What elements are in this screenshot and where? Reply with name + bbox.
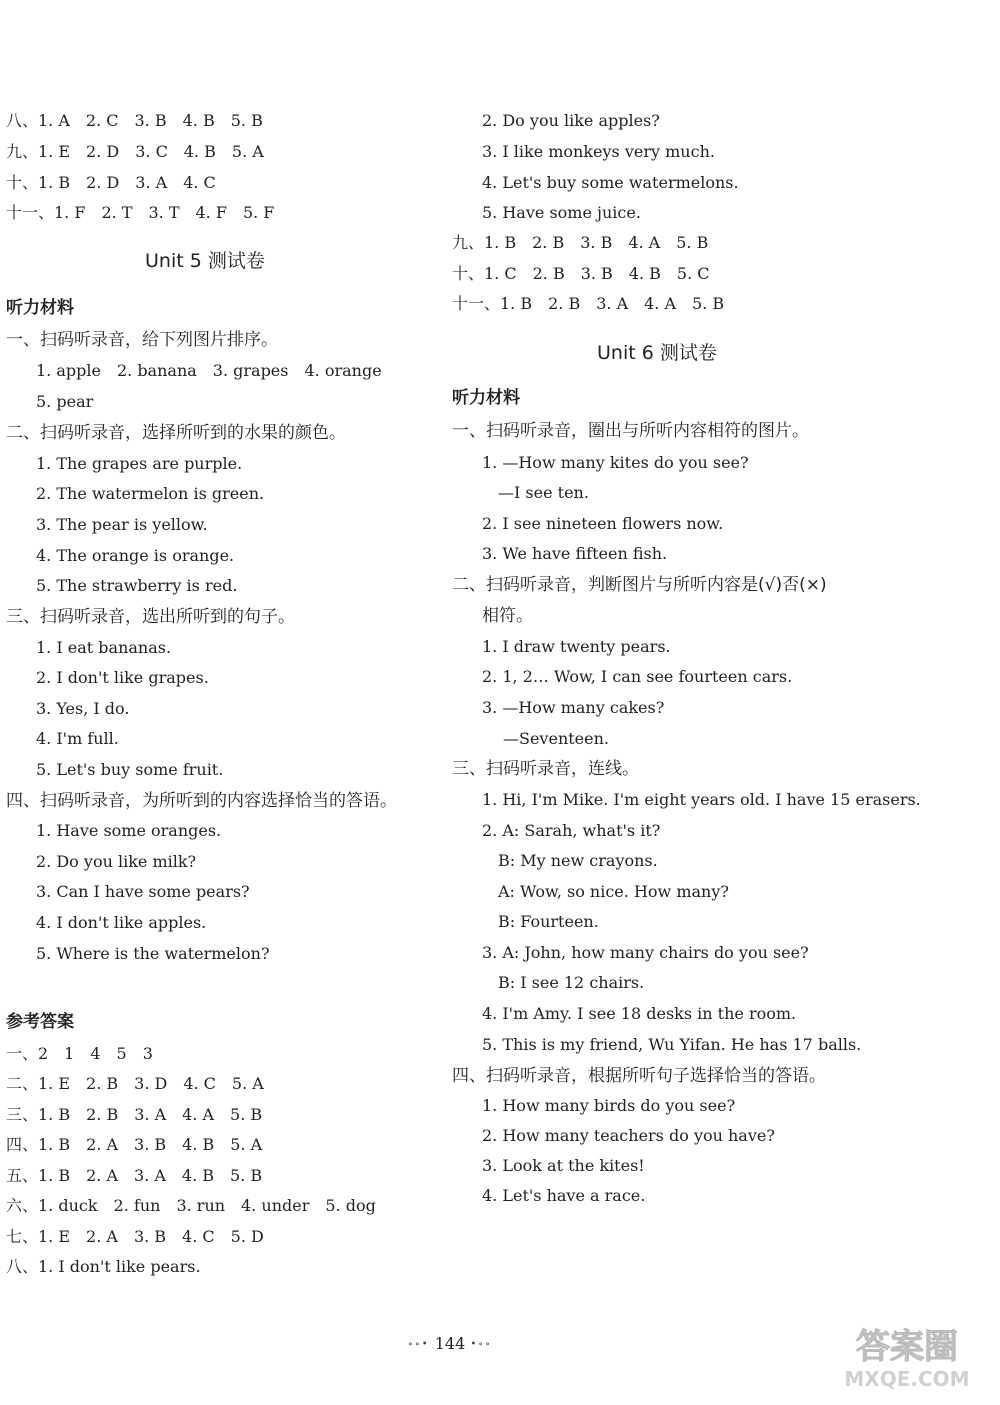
listening-item: 2. I don't like grapes. [36, 668, 209, 687]
answer-line: 三、1. B 2. B 3. A 4. A 5. B [6, 1105, 263, 1124]
listening-item: —Seventeen. [503, 729, 609, 748]
section-heading: 相符。 [482, 606, 533, 626]
decorative-dots-icon: •∘∘ [470, 1339, 493, 1350]
listening-item: 3. Can I have some pears? [36, 882, 250, 901]
listening-item: 4. I don't like apples. [36, 913, 207, 932]
page-number-row [0, 1334, 900, 1353]
section-heading: 三、扫码听录音，选出所听到的句子。 [6, 607, 295, 627]
listening-item: B: I see 12 chairs. [498, 973, 645, 992]
listening-item: 1. The grapes are purple. [36, 454, 243, 473]
answer-line: 一、2 1 4 5 3 [6, 1044, 153, 1063]
section-heading: 四、扫码听录音，为所听到的内容选择恰当的答语。 [6, 791, 397, 811]
section-heading: 二、扫码听录音，选择所听到的水果的颜色。 [6, 423, 346, 443]
listening-heading: 听力材料 [452, 388, 520, 408]
answer-line: 八、1. I don't like pears. [6, 1257, 201, 1276]
listening-item: 3. Yes, I do. [36, 699, 130, 718]
section-heading: 三、扫码听录音，连线。 [452, 759, 639, 779]
listening-item: 5. pear [36, 392, 94, 411]
listening-item: 1. —How many kites do you see? [482, 453, 749, 472]
listening-item: 2. The watermelon is green. [36, 484, 265, 503]
unit5-title: Unit 5 测试卷 [145, 250, 265, 272]
listening-item: 2. How many teachers do you have? [482, 1126, 775, 1145]
listening-item: 2. Do you like milk? [36, 852, 197, 871]
unit6-title: Unit 6 测试卷 [597, 342, 717, 364]
listening-item: 1. I draw twenty pears. [482, 637, 671, 656]
listening-item: —I see ten. [498, 483, 589, 502]
listening-item: 1. apple 2. banana 3. grapes 4. orange [36, 361, 382, 380]
page-number: 144 [434, 1334, 466, 1353]
listening-item: 4. I'm Amy. I see 18 desks in the room. [482, 1004, 797, 1023]
listening-item: 3. —How many cakes? [482, 698, 665, 717]
listening-item: 3. A: John, how many chairs do you see? [482, 943, 809, 962]
section-heading: 一、扫码听录音，给下列图片排序。 [6, 330, 278, 350]
answer-line: 九、1. E 2. D 3. C 4. B 5. A [6, 142, 264, 161]
section-heading: 一、扫码听录音，圈出与所听内容相符的图片。 [452, 421, 809, 441]
answer-line: 六、1. duck 2. fun 3. run 4. under 5. dog [6, 1196, 376, 1215]
listening-item: B: Fourteen. [498, 912, 599, 931]
answer-line: 七、1. E 2. A 3. B 4. C 5. D [6, 1227, 264, 1246]
listening-heading: 听力材料 [6, 298, 74, 318]
answer-line: 十、1. B 2. D 3. A 4. C [6, 173, 216, 192]
answer-line: 5. Have some juice. [482, 203, 641, 222]
listening-item: 4. The orange is orange. [36, 546, 235, 565]
listening-item: 1. Hi, I'm Mike. I'm eight years old. I have 15 erasers. [482, 790, 921, 809]
answer-heading: 参考答案 [6, 1012, 74, 1032]
section-heading: 二、扫码听录音，判断图片与所听内容是(√)否(×) [452, 575, 827, 595]
answer-line: 五、1. B 2. A 3. A 4. B 5. B [6, 1166, 263, 1185]
watermark-logo [832, 1318, 982, 1393]
answer-line: 4. Let's buy some watermelons. [482, 173, 739, 192]
listening-item: 1. How many birds do you see? [482, 1096, 736, 1115]
watermark-top: 答案圈 [856, 1327, 958, 1367]
answer-line: 十一、1. F 2. T 3. T 4. F 5. F [6, 203, 275, 222]
answer-line: 四、1. B 2. A 3. B 4. B 5. A [6, 1135, 263, 1154]
listening-item: 1. I eat bananas. [36, 638, 172, 657]
listening-item: A: Wow, so nice. How many? [498, 882, 729, 901]
answer-line: 2. Do you like apples? [482, 111, 660, 130]
listening-item: 3. Look at the kites! [482, 1156, 645, 1175]
answer-line: 3. I like monkeys very much. [482, 142, 715, 161]
listening-item: 4. I'm full. [36, 729, 119, 748]
answer-line: 九、1. B 2. B 3. B 4. A 5. B [452, 233, 709, 252]
listening-item: 5. Let's buy some fruit. [36, 760, 224, 779]
listening-item: 1. Have some oranges. [36, 821, 222, 840]
listening-item: 2. I see nineteen flowers now. [482, 514, 724, 533]
answer-line: 二、1. E 2. B 3. D 4. C 5. A [6, 1074, 264, 1093]
listening-item: 5. Where is the watermelon? [36, 944, 270, 963]
listening-item: B: My new crayons. [498, 851, 658, 870]
answer-line: 八、1. A 2. C 3. B 4. B 5. B [6, 111, 263, 130]
listening-item: 4. Let's have a race. [482, 1186, 646, 1205]
listening-item: 3. The pear is yellow. [36, 515, 208, 534]
listening-item: 2. A: Sarah, what's it? [482, 821, 661, 840]
answer-line: 十、1. C 2. B 3. B 4. B 5. C [452, 264, 710, 283]
decorative-dots-icon: ∘∘• [407, 1339, 430, 1350]
listening-item: 5. The strawberry is red. [36, 576, 238, 595]
answer-line: 十一、1. B 2. B 3. A 4. A 5. B [452, 294, 725, 313]
listening-item: 3. We have fifteen fish. [482, 544, 668, 563]
section-heading: 四、扫码听录音，根据所听句子选择恰当的答语。 [452, 1066, 826, 1086]
listening-item: 2. 1, 2… Wow, I can see fourteen cars. [482, 667, 793, 686]
listening-item: 5. This is my friend, Wu Yifan. He has 17 balls. [482, 1035, 862, 1054]
watermark-bottom: MXQE.COM [844, 1367, 970, 1391]
